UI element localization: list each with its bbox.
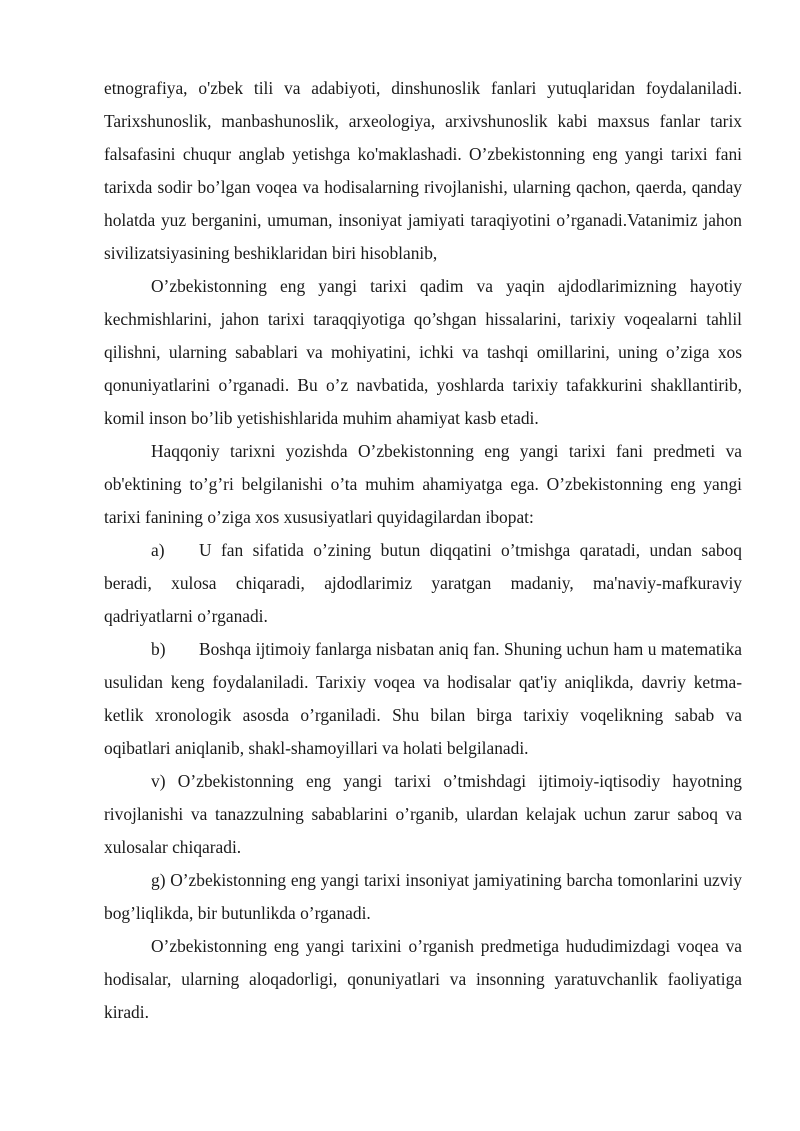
- list-item-b: [104, 633, 742, 765]
- document-page: [104, 72, 742, 1029]
- list-text-b: Boshqa ijtimoiy fanlarga nisbatan aniq fan. Shuning uchun ham u matematika usulidan keng foydalaniladi. Tarixiy voqea va hodisalar qat'iy aniqlikda, davriy ketma-ketlik xronologik asosda o’rganiladi. Shu bilan birga tarixiy voqelikning sabab va oqibatlari aniqlanib, shakl-shamoyillari va holati belgilanadi.: [104, 639, 742, 758]
- list-item-v: v) O’zbekistonning eng yangi tarixi o’tmishdagi ijtimoiy-iqtisodiy hayotning rivojlanishi va tanazzulning sabablarini o’rganib, ulardan kelajak uchun zarur saboq va xulosalar chiqaradi.: [104, 771, 742, 857]
- paragraph-subject-features: Haqqoniy tarixni yozishda O’zbekistonning eng yangi tarixi fani predmeti va ob'ektining to’g’ri belgilanishi o’ta muhim ahamiyatga ega. O’zbekistonning eng yangi tarixi fanining o’ziga xos xususiyatlari quyidagilardan ibopat:: [104, 441, 742, 527]
- list-item-g: g) O’zbekistonning eng yangi tarixi insoniyat jamiyatining barcha tomonlarini uzviy bog’liqlikda, bir butunlikda o’rganadi.: [104, 870, 742, 923]
- paragraph-intro: etnografiya, o'zbek tili va adabiyoti, dinshunoslik fanlari yutuqlaridan foydalaniladi. Tarixshunoslik, manbashunoslik, arxeologiya, arxivshunoslik kabi maxsus fanlar tarix falsafasini chuqur anglab yetishga ko'maklashadi. O’zbekistonning eng yangi tarixi fani tarixda sodir bo’lgan voqea va hodisalarning rivojlanishi, ularning qachon, qaerda, qanday holatda yuz berganini, umuman, insoniyat jamiyati taraqiyotini o’rganadi.Vatanimiz jahon sivilizatsiyasining beshiklaridan biri hisoblanib,: [104, 78, 742, 263]
- list-marker-b: b): [151, 639, 166, 659]
- list-text-a: U fan sifatida o’zining butun diqqatini o’tmishga qaratadi, undan saboq beradi, xulosa chiqaradi, ajdodlarimiz yaratgan madaniy, ma'naviy-mafkuraviy qadriyatlarni o’rganadi.: [104, 540, 742, 626]
- paragraph-history-study: O’zbekistonning eng yangi tarixi qadim va yaqin ajdodlarimizning hayotiy kechmishlarini, jahon tarixi taraqqiyotiga qo’shgan hissalarini, tarixiy voqealarni tahlil qilishni, ularning sabablari va mohiyatini, ichki va tashqi omillarini, uning o’ziga xos qonuniyatlarini o’rganadi. Bu o’z navbatida, yoshlarda tarixiy tafakkurini shakllantirib, komil inson bo’lib yetishishlarida muhim ahamiyat kasb etadi.: [104, 276, 742, 428]
- paragraph-subject-scope: O’zbekistonning eng yangi tarixini o’rganish predmetiga hududimizdagi voqea va hodisalar, ularning aloqadorligi, qonuniyatlari va insonning yaratuvchanlik faoliyatiga kiradi.: [104, 936, 742, 1022]
- list-marker-a: a): [151, 540, 165, 560]
- list-item-a: [104, 534, 742, 633]
